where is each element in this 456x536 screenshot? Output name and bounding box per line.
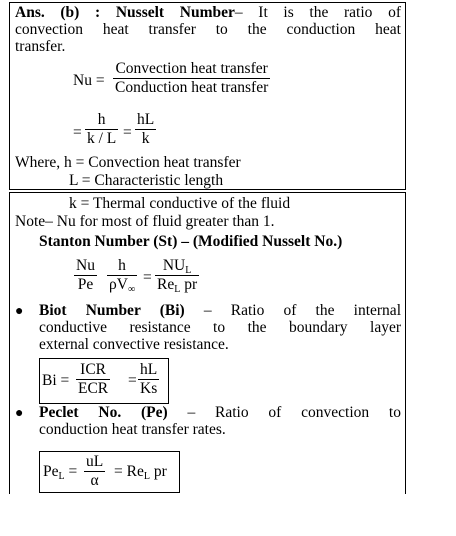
stanton-f3-num-sub: L bbox=[185, 265, 192, 276]
biot-eq: = bbox=[128, 372, 137, 389]
note-text: Note– Nu for most of fluid greater than 1. bbox=[15, 213, 275, 230]
nu-f1-den: k / L bbox=[87, 130, 117, 147]
where-line-2: L = Characteristic length bbox=[69, 172, 224, 189]
stanton-f3-num-base: NU bbox=[162, 257, 186, 274]
biot-f2-num: hL bbox=[140, 361, 158, 378]
biot-f1-num: ICR bbox=[80, 361, 106, 378]
nu-f2-den: k bbox=[135, 129, 156, 148]
stanton-f1-den: Pe bbox=[74, 275, 97, 294]
stanton-f3-den-tail: pr bbox=[180, 276, 198, 293]
nu-denominator: Conduction heat transfer bbox=[115, 79, 269, 96]
peclet-line-1 bbox=[39, 404, 401, 421]
stanton-fraction-1 bbox=[74, 257, 97, 294]
biot-line-2: conductive resistance to the boundary layer bbox=[39, 319, 401, 336]
nu-eq2: = bbox=[123, 124, 132, 141]
answer-intro-text: – It is the ratio of bbox=[234, 4, 402, 21]
stanton-f3-den-base: Re bbox=[157, 276, 175, 293]
peclet-line-2: conduction heat transfer rates. bbox=[39, 421, 226, 438]
stanton-f1-num: Nu bbox=[76, 257, 95, 274]
answer-colon: : bbox=[95, 4, 101, 21]
stanton-f2-den bbox=[107, 275, 137, 294]
biot-f2-den: Ks bbox=[140, 380, 158, 397]
peclet-f-den: α bbox=[84, 471, 105, 490]
answer-line-2: convection heat transfer to the conduction heat bbox=[15, 21, 401, 38]
peclet-rhs-base: = Re bbox=[114, 463, 144, 480]
stanton-f3-num bbox=[155, 257, 199, 275]
answer-line-3: transfer. bbox=[15, 38, 66, 55]
peclet-formula-box bbox=[39, 451, 180, 493]
stanton-f2-num: h bbox=[118, 257, 126, 274]
biot-title: Biot Number (Bi) bbox=[39, 302, 185, 319]
peclet-bullet: ● bbox=[15, 406, 24, 421]
answer-prefix: Ans. (b) bbox=[15, 4, 80, 21]
answer-intro-line bbox=[15, 4, 401, 21]
peclet-lhs-eq: = bbox=[64, 463, 78, 480]
nu-fraction bbox=[113, 60, 270, 97]
stanton-f2-den-sub: ∞ bbox=[127, 284, 136, 295]
peclet-rhs-sub: L bbox=[143, 471, 150, 482]
stanton-heading: Stanton Number (St) – (Modified Nusselt No.) bbox=[39, 233, 343, 250]
where-line-3: k = Thermal conductive of the fluid bbox=[69, 195, 291, 212]
biot-line-3: external convective resistance. bbox=[39, 336, 229, 353]
answer-title: Nusselt Number bbox=[115, 4, 235, 21]
stanton-eq: = bbox=[143, 269, 152, 286]
biot-fraction-1 bbox=[76, 361, 110, 398]
nu-lhs: Nu = bbox=[73, 72, 105, 89]
peclet-f-num: uL bbox=[86, 453, 104, 470]
biot-bullet: ● bbox=[15, 304, 24, 319]
where-line-1: Where, h = Convection heat transfer bbox=[15, 154, 241, 171]
nu-f2-num: hL bbox=[137, 111, 155, 128]
biot-formula-box bbox=[39, 358, 169, 404]
peclet-lhs-base: Pe bbox=[43, 463, 59, 480]
nu-f1-num: h bbox=[97, 111, 106, 128]
nu-numerator: Convection heat transfer bbox=[115, 60, 268, 77]
nu-fraction-2 bbox=[85, 111, 118, 148]
stanton-f2-den-base: ρV bbox=[109, 276, 128, 293]
peclet-lhs bbox=[43, 463, 77, 480]
continuation-box bbox=[9, 192, 406, 494]
nu-eq1: = bbox=[73, 124, 82, 141]
stanton-f3-den-sub: L bbox=[174, 284, 181, 295]
peclet-text-1: – Ratio of convection to bbox=[187, 404, 401, 421]
biot-f1-den: ECR bbox=[78, 380, 109, 397]
biot-text-1: – Ratio of the internal bbox=[203, 302, 401, 319]
peclet-rhs bbox=[114, 463, 167, 480]
stanton-fraction-2 bbox=[107, 257, 137, 294]
peclet-title: Peclet No. (Pe) bbox=[39, 404, 168, 421]
biot-fraction-2 bbox=[138, 361, 159, 398]
answer-box bbox=[9, 2, 406, 190]
biot-lhs: Bi = bbox=[42, 372, 70, 389]
peclet-rhs-tail: pr bbox=[149, 463, 167, 480]
biot-line-1 bbox=[39, 302, 401, 319]
stanton-fraction-3 bbox=[155, 257, 199, 294]
peclet-fraction bbox=[84, 453, 105, 490]
peclet-lhs-sub: L bbox=[58, 471, 65, 482]
stanton-f3-den bbox=[155, 275, 199, 294]
nu-fraction-3 bbox=[135, 111, 156, 148]
